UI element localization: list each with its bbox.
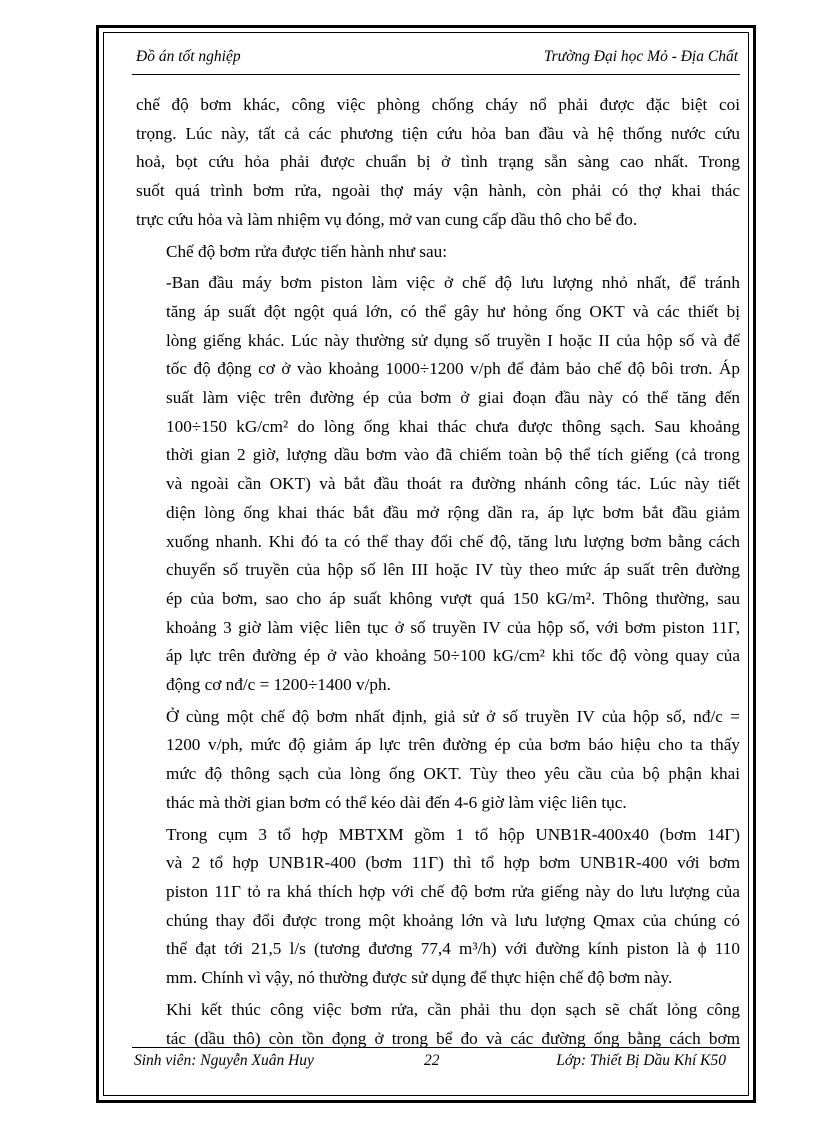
text-line: áp lực trên đường ép ở vào khoảng 50÷100 kG/cm² khi tốc độ vòng quay của <box>166 646 740 666</box>
text-line: suốt quá trình bơm rửa, ngoài thợ máy vận hành, còn phải có thợ khai thác <box>136 181 740 201</box>
header-document-type: Đồ án tốt nghiệp <box>136 48 241 65</box>
text-line: thể đạt tới 21,5 l/s (tương đương 77,4 m³/h) với đường kính piston là ϕ 110 <box>166 939 740 959</box>
footer-divider <box>132 1047 740 1048</box>
text-line: tăng áp suất đột ngột quá lớn, có thể gây hư hỏng ống OKT và các thiết bị <box>166 301 740 321</box>
paragraph-initial-stage <box>136 269 740 700</box>
text-line: tốc độ động cơ ở vào khoảng 1000÷1200 v/ph để đảm bảo chế độ bôi trơn. Áp <box>166 359 740 379</box>
text-line: và ngoài cần OKT) và bắt đầu thoát ra đường nhánh công tác. Lúc này tiết <box>166 474 740 494</box>
document-body <box>136 91 740 1053</box>
text-line: hoả, bọt cứu hỏa phải được chuẩn bị ở tình trạng sẵn sàng cao nhất. Trong <box>136 152 740 172</box>
page-header <box>132 48 740 70</box>
header-divider <box>132 74 740 75</box>
text-line: trực cứu hỏa và làm nhiệm vụ đóng, mở van cung cấp dầu thô cho bể đo. <box>136 209 638 229</box>
header-university: Trường Đại học Mỏ - Địa Chất <box>543 48 738 65</box>
text-line: Ở cùng một chế độ bơm nhất định, giả sử ở số truyền IV của hộp số, nđ/c = <box>166 706 740 726</box>
text-line: Chế độ bơm rửa được tiến hành như sau: <box>166 241 447 261</box>
footer-student-name: Sinh viên: Nguyễn Xuân Huy <box>134 1052 314 1069</box>
paragraph-pressure-indicator <box>136 703 740 818</box>
text-line: tác (dầu thô) còn tồn đọng ở trong bể đo và các đường ống bằng cách bơm <box>166 1028 740 1048</box>
text-line: mm. Chính vì vậy, nó thường được sử dụng để thực hiện chế độ bơm này. <box>166 968 673 988</box>
text-line: mức độ thông sạch của lòng ống OKT. Tùy theo yêu cầu của bộ phận khai <box>166 764 740 784</box>
text-line: xuống nhanh. Khi đó ta có thể thay đổi chế độ, tăng lưu lượng bơm bằng cách <box>166 531 740 551</box>
text-line: 1200 v/ph, mức độ giảm áp lực trên đường ép của bơm báo hiệu cho ta thấy <box>166 735 740 755</box>
text-line: lòng giếng khác. Lúc này thường sử dụng số truyền I hoặc II của hộp số và để <box>166 330 740 350</box>
text-line: chế độ bơm khác, công việc phòng chống cháy nổ phải được đặc biệt coi <box>136 95 740 114</box>
text-line: và 2 tổ hợp UNB1R-400 (bơm 11Г) thì tổ hợp bơm UNB1R-400 với bơm <box>166 853 740 873</box>
text-line: diện lòng ống khai thác bắt đầu mở rộng dần ra, áp lực bơm bắt đầu giảm <box>166 502 740 522</box>
text-line: chuyển số truyền của hộp số lên III hoặc IV tùy theo mức áp suất trên đường <box>166 560 740 580</box>
text-line: piston 11Г tỏ ra khá thích hợp với chế độ bơm rửa giếng này do lưu lượng của <box>166 881 740 901</box>
text-line: thời gian 2 giờ, lượng dầu bơm vào đã chiếm toàn bộ thể tích giếng (cả trong <box>166 445 740 465</box>
page-number: 22 <box>424 1052 440 1069</box>
text-line: -Ban đầu máy bơm piston làm việc ở chế độ lưu lượng nhỏ nhất, để tránh <box>166 273 740 293</box>
text-line: động cơ nđ/c = 1200÷1400 v/ph. <box>166 675 391 695</box>
paragraph-fire-safety <box>136 91 740 235</box>
page-footer <box>132 1052 740 1074</box>
paragraph-pump-units <box>136 821 740 993</box>
footer-class: Lớp: Thiết Bị Dầu Khí K50 <box>556 1052 726 1069</box>
text-line: 100÷150 kG/cm² do lòng ống khai thác chưa được thông sạch. Sau khoảng <box>166 416 740 436</box>
paragraph-cleanup <box>136 996 740 1053</box>
paragraph-procedure-intro <box>136 238 740 267</box>
text-line: ép của bơm, sao cho áp suất không vượt quá 150 kG/m². Thông thường, sau <box>166 588 740 608</box>
text-line: khoảng 3 giờ làm việc liên tục ở số truyền IV của hộp số, với bơm piston 11Г, <box>166 617 740 637</box>
text-line: Trong cụm 3 tổ hợp MBTXM gồm 1 tổ hộp UNB1R-400x40 (bơm 14Г) <box>166 824 740 844</box>
text-line: Khi kết thúc công việc bơm rửa, cần phải thu dọn sạch sẽ chất lỏng công <box>166 999 740 1019</box>
text-line: chúng thay đổi được trong một khoảng lớn và lưu lượng Qmax của chúng có <box>166 910 740 930</box>
text-line: trọng. Lúc này, tất cả các phương tiện cứu hỏa ban đầu và hệ thống nước cứu <box>136 123 740 143</box>
text-line: suất làm việc trên đường ép của bơm ở giai đoạn đầu này có thể tăng đến <box>166 388 740 408</box>
text-line: thác mà thời gian bơm có thể kéo dài đến 4-6 giờ làm việc liên tục. <box>166 792 627 812</box>
